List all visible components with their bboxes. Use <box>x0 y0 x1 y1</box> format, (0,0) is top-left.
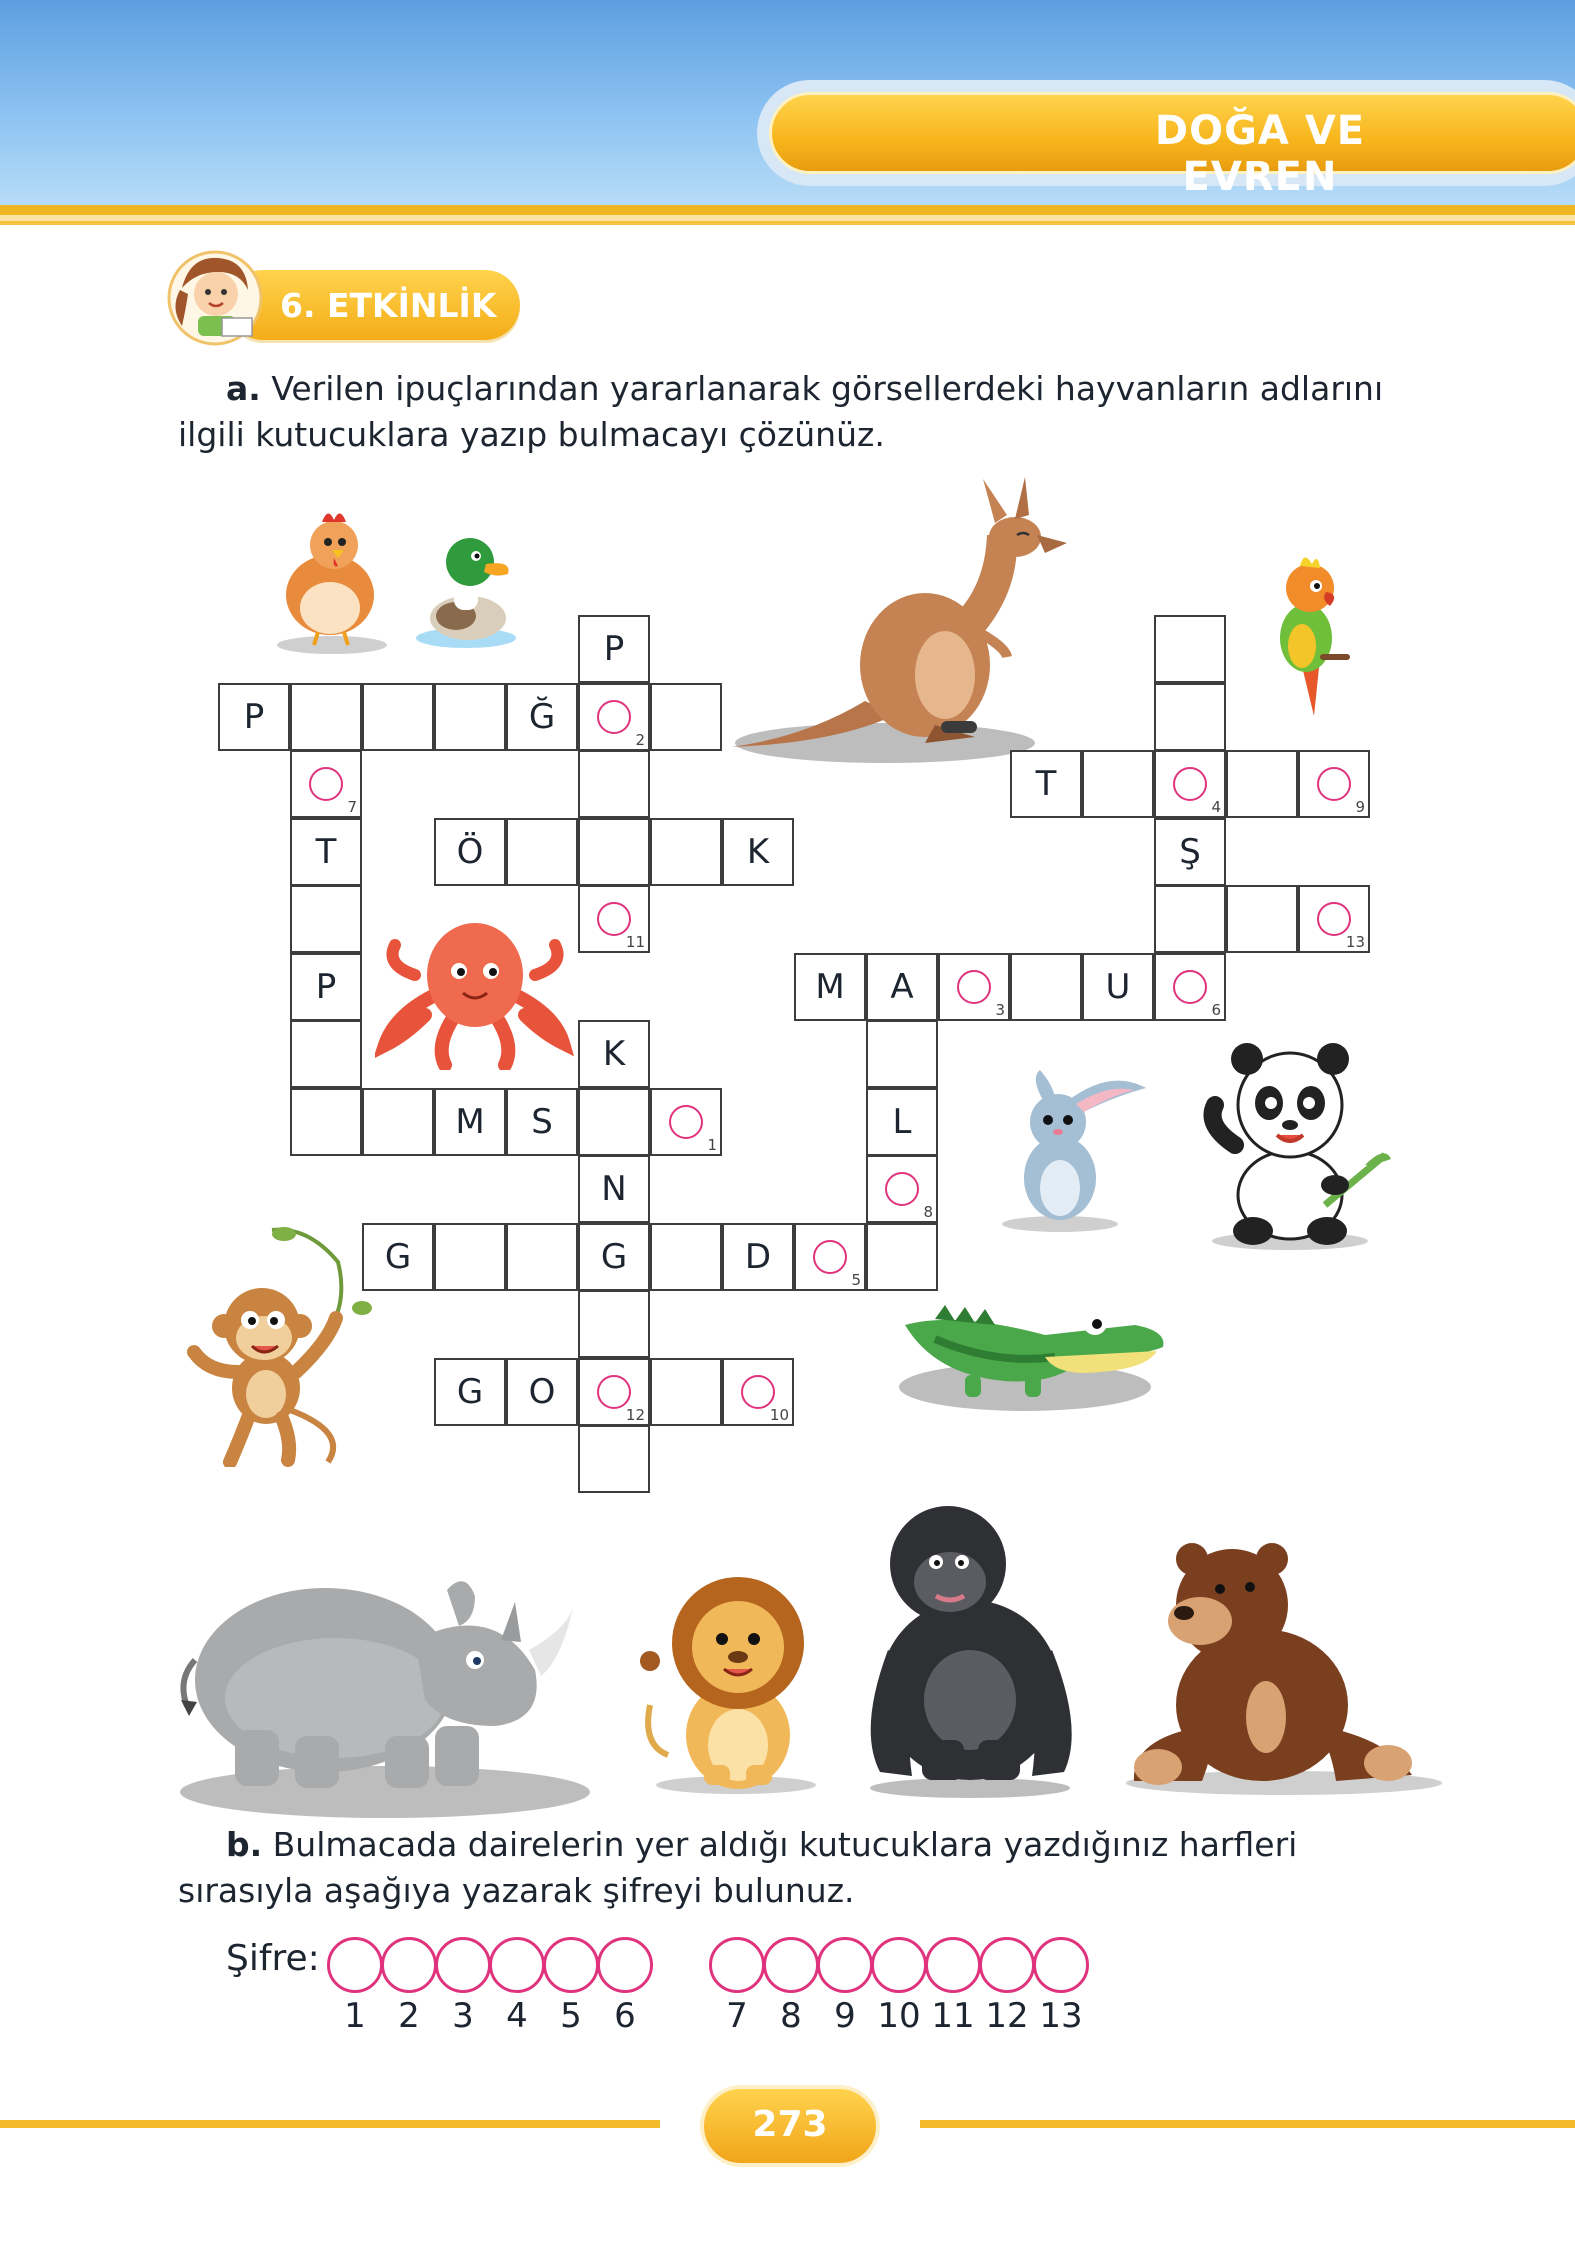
crossword-cell[interactable] <box>290 683 362 751</box>
crossword-cell[interactable] <box>1226 885 1298 953</box>
crossword-cell[interactable] <box>506 683 578 751</box>
crossword-cell[interactable] <box>578 1358 650 1426</box>
crossword-cell[interactable] <box>506 1358 578 1426</box>
cell-letter: T <box>1035 764 1057 804</box>
cell-order-number: 1 <box>707 1135 717 1154</box>
footer-line-left <box>0 2120 660 2128</box>
code-circle-icon <box>885 1172 919 1206</box>
crossword-cell[interactable] <box>506 1223 578 1291</box>
crossword-cell[interactable] <box>1154 885 1226 953</box>
crossword-cell[interactable] <box>578 885 650 953</box>
crossword-cell[interactable] <box>866 1155 938 1223</box>
code-position-number: 3 <box>452 1996 474 2036</box>
cell-letter: G <box>384 1236 412 1277</box>
cell-letter: Ö <box>456 831 484 872</box>
code-circle-icon <box>597 902 631 936</box>
code-position-number: 11 <box>931 1996 975 2036</box>
code-circle-icon <box>597 700 631 734</box>
cell-order-number: 12 <box>625 1405 645 1424</box>
cell-order-number: 6 <box>1211 1000 1221 1019</box>
activity-label: 6. ETKİNLİK <box>280 286 497 325</box>
cell-order-number: 9 <box>1355 798 1365 816</box>
crossword-cell[interactable] <box>362 1088 434 1156</box>
crossword-cell[interactable] <box>866 953 938 1021</box>
crossword-cell[interactable] <box>794 953 866 1021</box>
code-circle-icon <box>597 1375 631 1409</box>
code-answer-circle[interactable] <box>817 1937 873 1993</box>
code-position-number: 12 <box>985 1996 1029 2036</box>
header-stripe-bottom <box>0 221 1575 225</box>
cell-order-number: 7 <box>347 798 357 816</box>
code-answer-circle[interactable] <box>925 1937 981 1993</box>
code-position-number: 9 <box>834 1996 856 2036</box>
crossword-cell[interactable] <box>290 885 362 953</box>
crossword-cell[interactable] <box>794 1223 866 1291</box>
crossword-cell[interactable] <box>650 818 722 886</box>
footer-line-right <box>920 2120 1575 2128</box>
crossword-cell[interactable] <box>578 1290 650 1358</box>
lion-picture <box>628 1555 818 1795</box>
cell-letter: T <box>315 831 337 872</box>
gorilla-picture <box>858 1500 1088 1800</box>
crossword-cell[interactable] <box>1154 953 1226 1021</box>
instruction-b-marker: b. <box>226 1825 263 1864</box>
code-answer-circle[interactable] <box>763 1937 819 1993</box>
cell-order-number: 13 <box>1345 933 1365 951</box>
instruction-a <box>178 366 1418 458</box>
crossword-cell[interactable] <box>1298 750 1370 818</box>
crossword-cell[interactable] <box>1082 953 1154 1021</box>
cell-order-number: 11 <box>625 933 645 951</box>
code-answer-circle[interactable] <box>489 1937 545 1993</box>
crossword-cell[interactable] <box>578 1223 650 1291</box>
chicken-picture <box>272 500 392 655</box>
crossword-cell[interactable] <box>650 1223 722 1291</box>
cell-letter: G <box>456 1371 484 1412</box>
crossword-cell[interactable] <box>578 683 650 751</box>
crossword-cell[interactable] <box>1082 750 1154 818</box>
code-answer-circle[interactable] <box>381 1937 437 1993</box>
cell-letter: Ğ <box>528 696 556 737</box>
rhinoceros-picture <box>175 1530 595 1820</box>
crossword-cell[interactable] <box>866 1020 938 1088</box>
code-position-number: 5 <box>560 1996 582 2036</box>
code-position-number: 8 <box>780 1996 802 2036</box>
cell-order-number: 5 <box>851 1270 861 1289</box>
crossword-cell[interactable] <box>1226 750 1298 818</box>
crossword-cell[interactable] <box>434 1223 506 1291</box>
instruction-a-marker: a. <box>226 369 261 408</box>
kangaroo-picture <box>725 475 1075 765</box>
crossword-cell[interactable] <box>434 1358 506 1426</box>
crossword-cell[interactable] <box>1010 953 1082 1021</box>
cell-order-number: 10 <box>769 1405 789 1424</box>
instruction-a-text: Verilen ipuçlarından yararlanarak görsellerdeki hayvanların adlarını ilgili kutucuklara yazıp bulmacayı çözünüz. <box>178 369 1384 454</box>
code-answer-circle[interactable] <box>979 1937 1035 1993</box>
cell-letter: A <box>890 966 914 1007</box>
girl-icon <box>160 248 270 348</box>
code-circle-icon <box>309 767 343 801</box>
crossword-cell[interactable] <box>578 1155 650 1223</box>
crossword-cell[interactable] <box>290 953 362 1021</box>
code-answer-circle[interactable] <box>543 1937 599 1993</box>
cell-order-number: 8 <box>923 1203 933 1221</box>
page-number: 273 <box>752 2104 828 2145</box>
crossword-cell[interactable] <box>506 818 578 886</box>
crossword-cell[interactable] <box>722 818 794 886</box>
code-position-number: 7 <box>726 1996 748 2036</box>
code-answer-circle[interactable] <box>327 1937 383 1993</box>
crossword-cell[interactable] <box>578 818 650 886</box>
code-circle-icon <box>1173 970 1207 1004</box>
cell-order-number: 2 <box>635 730 645 749</box>
crossword-cell[interactable] <box>218 683 290 751</box>
crossword-cell[interactable] <box>1154 818 1226 886</box>
crossword-cell[interactable] <box>866 1088 938 1156</box>
code-circle-icon <box>813 1240 847 1274</box>
instruction-b-text: Bulmacada dairelerin yer aldığı kutucuklara yazdığınız harfleri sırasıyla aşağıya yazarak şifreyi bulunuz. <box>178 1825 1298 1910</box>
cell-letter: Ş <box>1179 831 1201 872</box>
code-circle-icon <box>1173 767 1207 801</box>
duck-picture <box>412 520 520 650</box>
code-circle-icon <box>669 1105 703 1139</box>
cell-letter: N <box>601 1169 627 1209</box>
code-answer-circle[interactable] <box>709 1937 765 1993</box>
cell-letter: S <box>531 1101 553 1142</box>
crossword-cell[interactable] <box>506 1088 578 1156</box>
code-circle-icon <box>1317 902 1351 936</box>
cell-letter: P <box>315 966 337 1007</box>
cell-order-number: 4 <box>1211 798 1221 816</box>
crossword-cell[interactable] <box>578 1020 650 1088</box>
cell-letter: P <box>603 629 625 669</box>
cell-letter: P <box>243 696 265 737</box>
rabbit-picture <box>1000 1058 1150 1233</box>
cell-letter: M <box>815 966 845 1007</box>
cell-letter: D <box>744 1236 772 1277</box>
bear-picture <box>1122 1535 1447 1797</box>
cell-letter: M <box>455 1101 485 1142</box>
cell-order-number: 3 <box>995 1000 1005 1019</box>
crossword-cell[interactable] <box>1010 750 1082 818</box>
crossword-cell[interactable] <box>290 1020 362 1088</box>
crossword-cell[interactable] <box>362 1223 434 1291</box>
cell-letter: G <box>600 1236 628 1277</box>
code-position-number: 2 <box>398 1996 420 2036</box>
crossword-cell[interactable] <box>290 818 362 886</box>
octopus-picture <box>375 915 575 1070</box>
code-answer-circle[interactable] <box>871 1937 927 1993</box>
crossword-cell[interactable] <box>434 818 506 886</box>
crossword-cell[interactable] <box>1298 885 1370 953</box>
panda-picture <box>1195 1035 1395 1250</box>
crossword-cell[interactable] <box>434 683 506 751</box>
parrot-picture <box>1270 548 1350 718</box>
code-answer-circle[interactable] <box>435 1937 491 1993</box>
code-position-number: 1 <box>344 1996 366 2036</box>
crossword-cell[interactable] <box>290 750 362 818</box>
crossword-cell[interactable] <box>578 1088 650 1156</box>
code-answer-circle[interactable] <box>1033 1937 1089 1993</box>
crossword-cell[interactable] <box>722 1223 794 1291</box>
crossword-cell[interactable] <box>290 1088 362 1156</box>
code-position-number: 4 <box>506 1996 528 2036</box>
crossword-cell[interactable] <box>722 1358 794 1426</box>
crossword-cell[interactable] <box>650 1088 722 1156</box>
cell-letter: K <box>746 831 770 872</box>
crossword-cell[interactable] <box>578 615 650 683</box>
code-position-number: 10 <box>877 1996 921 2036</box>
code-circle-icon <box>1317 767 1351 801</box>
page-title: DOĞA VE EVREN <box>1154 108 1366 200</box>
instruction-b <box>178 1822 1418 1914</box>
code-circle-icon <box>957 970 991 1004</box>
cell-letter: K <box>602 1034 626 1074</box>
crossword-cell[interactable] <box>578 750 650 818</box>
crocodile-picture <box>895 1295 1170 1415</box>
cell-letter: L <box>892 1101 912 1142</box>
code-position-number: 13 <box>1039 1996 1083 2036</box>
crossword-cell[interactable] <box>1154 683 1226 751</box>
crossword-cell[interactable] <box>434 1088 506 1156</box>
crossword-cell[interactable] <box>362 683 434 751</box>
crossword-cell[interactable] <box>650 683 722 751</box>
monkey-picture <box>178 1222 378 1467</box>
crossword-cell[interactable] <box>650 1358 722 1426</box>
header-stripe <box>0 205 1575 215</box>
code-label: Şifre: <box>226 1938 320 1979</box>
crossword-cell[interactable] <box>1154 615 1226 683</box>
cell-letter: U <box>1105 966 1131 1007</box>
code-circle-icon <box>741 1375 775 1409</box>
code-answer-circle[interactable] <box>597 1937 653 1993</box>
crossword-cell[interactable] <box>938 953 1010 1021</box>
crossword-cell[interactable] <box>866 1223 938 1291</box>
cell-letter: O <box>528 1371 556 1412</box>
crossword-cell[interactable] <box>1154 750 1226 818</box>
code-position-number: 6 <box>614 1996 636 2036</box>
crossword-cell[interactable] <box>578 1425 650 1493</box>
